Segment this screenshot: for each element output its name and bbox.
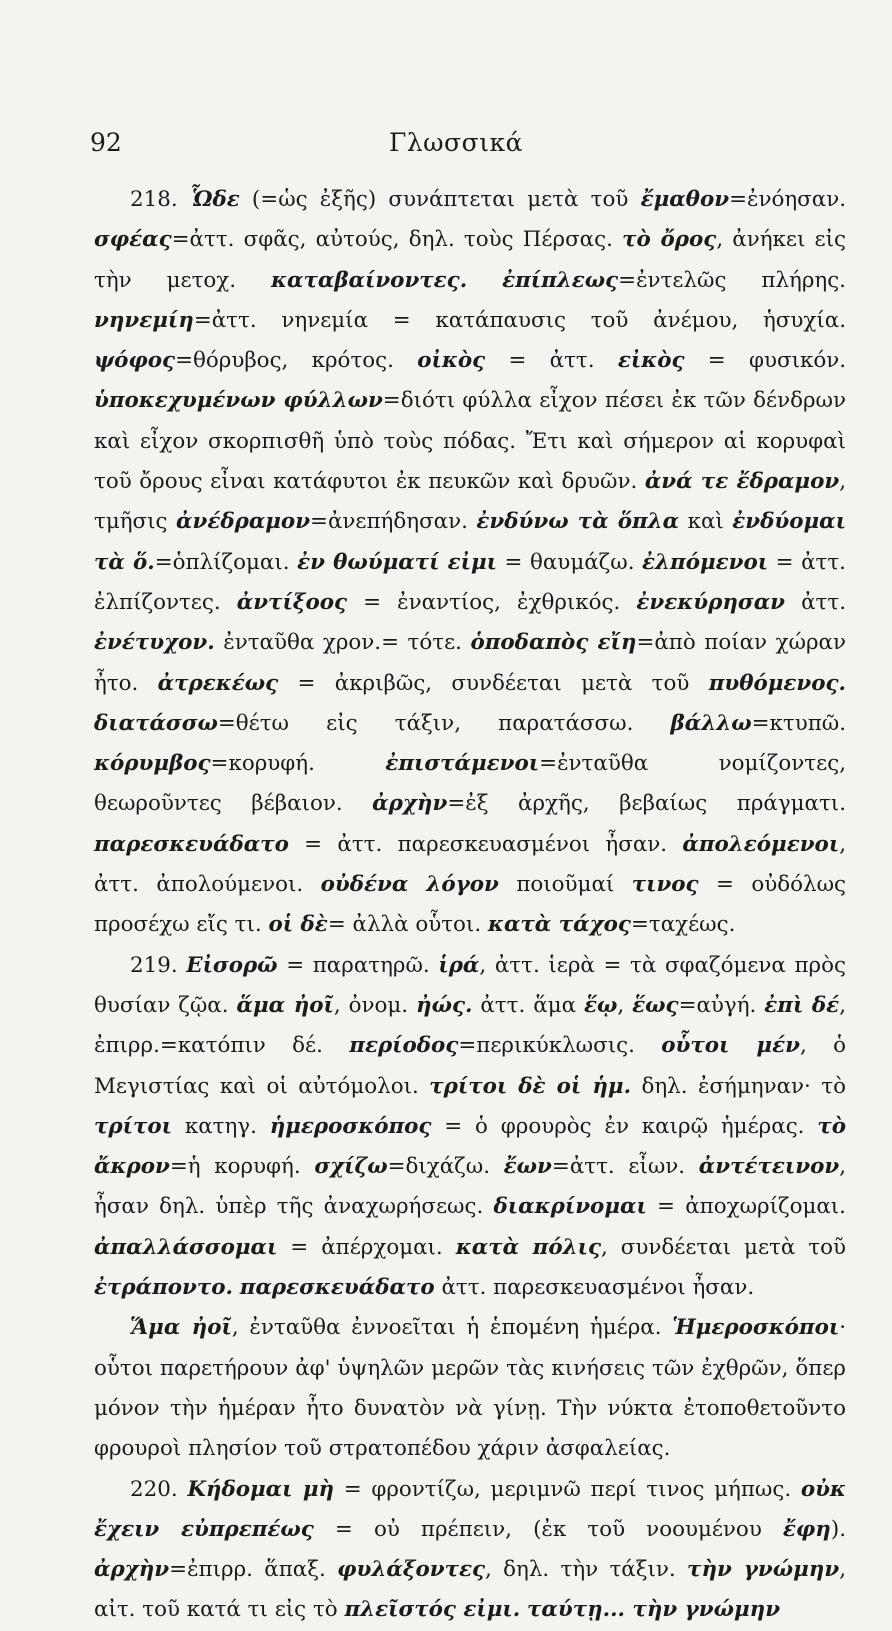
lemma: ἐνέτυχον. [94,630,215,656]
lemma: ἡμεροσκόπος [269,1113,432,1139]
lemma: Εἰσορῶ [186,952,278,978]
lemma: ἀπαλλάσσομαι [94,1234,278,1260]
gloss-text: = οὐ πρέπειν, (ἐκ τοῦ νοουμένου [313,1516,783,1542]
lemma: ἀνέδραμον [176,509,311,535]
gloss-text: =ὁπλίζομαι. [154,549,298,575]
lemma: ἀντέτεινον [698,1154,840,1180]
gloss-text: , ὀνομ. [333,992,417,1018]
lemma: ἀτρεκέως [157,670,279,696]
gloss-text: = ἀλλὰ οὗτοι. [327,912,488,938]
lemma: ἐν θωύματί εἰμι [297,549,497,575]
page-header [90,128,822,168]
lemma: πυθόμενος. [708,670,846,696]
gloss-text: κατηγ. [171,1113,270,1139]
gloss-text: =ἐξ ἀρχῆς, βεβαίως πράγματι. [447,791,846,817]
gloss-text: δηλ. ἐσήμηναν· τὸ [631,1073,846,1099]
lemma: οὐκ ἔχειν εὐπρεπέως [94,1476,846,1542]
lemma: τὴν γνώμην [687,1557,840,1583]
lemma: ἔμαθον [640,187,730,212]
lemma: εἰκὸς [617,348,685,374]
lemma: ἐνδύομαι τὰ ὅ. [94,509,846,575]
gloss-text: , ἦσαν δηλ. ὑπὲρ τῆς ἀναχωρήσεως. [94,1154,846,1220]
gloss-text: = φυσικόν. [684,348,847,374]
lemma: ἀρχὴν [94,1557,170,1583]
lemma: ἐπὶ δέ [764,992,840,1018]
lemma: ἐλπόμενοι [642,549,769,575]
gloss-text [520,1597,527,1622]
gloss-text: =ἀττ. νηνεμία = κατάπαυσις τοῦ ἀνέμου, ἡσυχία. [193,307,846,333]
lemma: Ἡμεροσκόποι [672,1315,840,1341]
lemma: ἔων [503,1154,552,1180]
gloss-text: =κορυφή. [210,751,386,777]
lemma: οἰκὸς [417,348,486,374]
lemma: περίοδος [349,1033,459,1059]
section-number: 219. [130,952,187,978]
lemma: Ἅμα ἠοῖ [130,1315,232,1341]
glossary-text [94,180,846,1631]
gloss-text: ἀττ. [785,589,846,615]
lemma: νηνεμίη [94,307,194,333]
gloss-text: =αὐγή. [678,992,765,1018]
gloss-text: =ἀττ. εἶων. [551,1154,699,1180]
lemma: παρεσκευάδατο [94,831,289,857]
gloss-text: , αἰτ. τοῦ κατά τι εἰς τὸ [94,1557,846,1623]
gloss-text: = ἀττ. ἐλπίζοντες. [94,549,846,615]
glossary-paragraph [94,946,846,1309]
lemma: τὸ ἄκρον [94,1113,846,1180]
lemma: οὗτοι μέν [661,1033,800,1059]
lemma: οἱ δὲ [268,912,328,938]
gloss-text: =θόρυβος, κρότος. [175,348,418,374]
gloss-text: =διχάζω. [387,1154,504,1180]
gloss-text [233,1275,240,1300]
lemma: κόρυμβος [94,751,211,777]
gloss-text: =ἀνεπήδησαν. [310,509,477,535]
lemma: ἠώς. [416,992,473,1018]
lemma: ἀπολεόμενοι [682,831,840,857]
glossary-paragraph [94,180,846,946]
gloss-text: =ἡ κορυφή. [169,1154,315,1180]
gloss-text: , ἀνήκει εἰς τὴν μετοχ. [94,227,846,293]
lemma: διατάσσω [94,710,218,736]
gloss-text: = φροντίζω, μεριμνῶ περί τινος μήπως. [334,1476,801,1502]
page-number: 92 [90,128,122,157]
gloss-text [467,268,502,293]
lemma: ἅμα ἠοῖ [236,992,334,1018]
lemma: ἐνδύνω τὰ ὅπλα [476,509,680,535]
glossary-paragraph [94,1308,846,1469]
lemma: Ὧδε [189,187,240,212]
lemma: καταβαίνοντες. [270,267,468,293]
lemma: τρίτοι [94,1113,172,1139]
lemma: ἕως [632,992,679,1018]
gloss-text: =ἀπὸ ποίαν χώραν ἦτο. [94,630,846,696]
lemma: οὐδένα λόγον [320,872,499,898]
gloss-text: = ἀττ. [485,348,618,374]
gloss-text: (=ὡς ἐξῆς) συνάπτεται μετὰ τοῦ [239,187,641,212]
lemma: φυλάξοντες [337,1557,485,1583]
gloss-text: , τμῆσις [94,469,846,535]
gloss-text: · οὗτοι παρετήρουν ἀφ' ὑψηλῶν μερῶν τὰς κινήσεις τῶν ἐχθρῶν, ὅπερ μόνον τὴν ἡμέραν ἦτο δυνατὸν νὰ γίνῃ. Τὴν νύκτα ἐτοποθετοῦντο φρουροὶ πλησίον τοῦ στρατοπέδου χάριν ἀσφαλείας. [94,1315,846,1462]
gloss-text: =ἐνταῦθα νομίζοντες, θεωροῦντες βέβαιον. [94,751,846,817]
gloss-text: =ἐνόησαν. [729,187,847,212]
gloss-text: ). [830,1516,846,1542]
gloss-text: , συνδέεται μετὰ τοῦ [600,1234,846,1260]
gloss-text: =ἀττ. σφᾶς, αὐτούς, δηλ. τοὺς Πέρσας. [171,227,623,253]
gloss-text: =θέτω εἰς τάξιν, παρατάσσω. [217,710,671,736]
gloss-text: = ἀπέρχομαι. [277,1234,456,1260]
gloss-text: = ἐναντίος, ἐχθρικός. [347,589,637,615]
lemma: πλεῖστός εἰμι. [344,1597,521,1623]
section-number: 218. [130,187,190,212]
gloss-text: = ἀκριβῶς, συνδέεται μετὰ τοῦ [278,670,709,696]
lemma: παρεσκευάδατο [239,1275,435,1301]
gloss-text: ἀττ. παρεσκευασμένοι ἦσαν. [434,1275,755,1301]
lemma: ταύτῃ... τὴν γνώμην [527,1597,781,1623]
gloss-text: =κτυπῶ. [751,710,846,736]
lemma: ἐνεκύρησαν [636,589,785,615]
gloss-text: , ἀττ. ἱερὰ = τὰ σφαζόμενα πρὸς θυσίαν ζῷα. [94,952,846,1018]
gloss-text: = θαυμάζω. [497,549,643,575]
gloss-text: καὶ [679,509,733,535]
lemma: Κήδομαι μὴ [187,1476,335,1502]
gloss-text: =ταχέως. [630,912,736,938]
gloss-text: =περικύκλωσις. [458,1033,662,1059]
gloss-text: = ὁ φρουρὸς ἐν καιρῷ ἡμέρας. [431,1113,818,1139]
lemma: ἀντίξοος [236,589,348,615]
lemma: κατὰ τάχος [487,912,631,938]
lemma: ἕῳ [584,992,618,1018]
lemma: ὑποκεχυμένων φύλλων [94,388,383,414]
gloss-text: = οὐδόλως προσέχω εἴς τι. [94,872,846,938]
gloss-text: = παρατηρῶ. [277,952,439,978]
gloss-text: = ἀττ. παρεσκευασμένοι ἦσαν. [288,831,683,857]
gloss-text: ποιοῦμαί [498,872,632,898]
gloss-text: , ἀττ. ἀπολούμενοι. [94,831,846,898]
lemma: διακρίνομαι [493,1194,647,1220]
lemma: τινος [631,872,699,898]
lemma: ψόφος [94,348,176,374]
lemma: σχίζω [314,1154,388,1180]
gloss-text: , [617,992,633,1018]
gloss-text: = ἀποχωρίζομαι. [646,1194,846,1220]
gloss-text: =διότι φύλλα εἶχον πέσει ἐκ τῶν δένδρων καὶ εἶχον σκορπισθῆ ὑπὸ τοὺς πόδας. Ἔτι καὶ σήμερον αἱ κορυφαὶ τοῦ ὄρους εἶναι κατάφυτοι ἐκ πευκῶν καὶ δρυῶν. [94,388,847,495]
lemma: ἐπίπλεως [502,267,619,293]
lemma: κατὰ πόλις [455,1234,601,1260]
lemma: ἱρά [438,952,480,978]
glossary-paragraph [94,1470,846,1631]
lemma: ἐπιστάμενοι [385,751,540,777]
gloss-text: , ὁ Μεγιστίας καὶ οἱ αὐτόμολοι. [94,1033,846,1099]
lemma: ἀρχὴν [372,791,448,817]
lemma: σφέας [94,227,172,253]
lemma: ὁποδαπὸς εἴη [470,630,637,656]
lemma: ἀνά τε ἔδραμον [644,469,840,495]
running-title: Γλωσσικά [388,128,524,157]
lemma: ἔφη [782,1516,831,1542]
gloss-text: , ἐνταῦθα ἐννοεῖται ἡ ἑπομένη ἡμέρα. [231,1315,673,1341]
lemma: ἐτράποντο. [94,1275,233,1301]
lemma: τὸ ὄρος [622,227,717,253]
gloss-text: , ἐπιρρ.=κατόπιν δέ. [94,992,846,1059]
gloss-text: =ἐντελῶς πλήρης. [618,267,846,293]
section-number: 220. [130,1476,188,1502]
lemma: τρίτοι δὲ οἱ ἡμ. [429,1073,632,1099]
lemma: βάλλω [670,710,752,736]
gloss-text: =ἐπιρρ. ἅπαξ. [169,1557,338,1583]
gloss-text: , δηλ. τὴν τάξιν. [485,1557,688,1583]
gloss-text: ἀττ. ἅμα [472,992,585,1018]
gloss-text: ἐνταῦθα χρον.= τότε. [214,630,471,656]
